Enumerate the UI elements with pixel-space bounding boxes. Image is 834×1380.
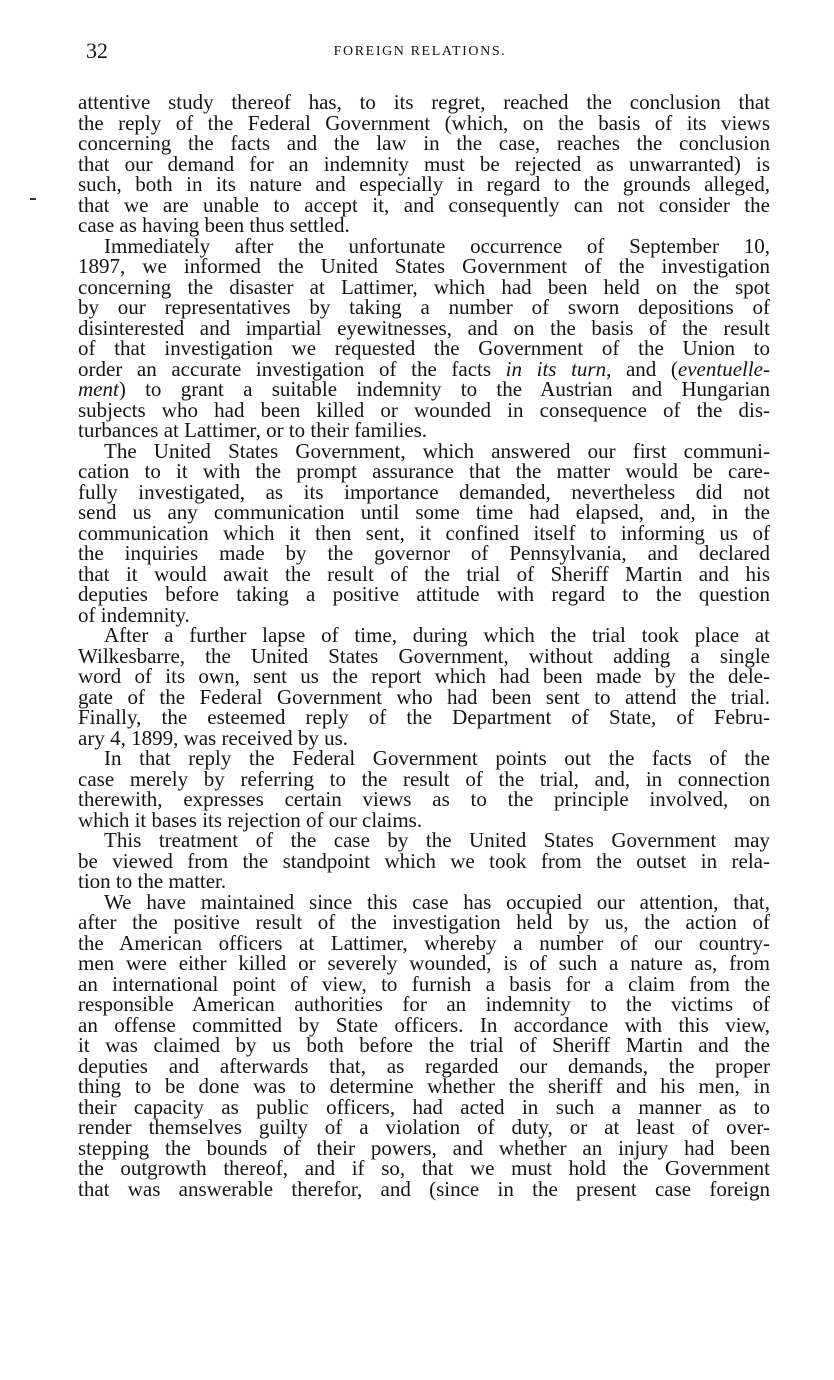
text-line: responsible American authorities for an indemnity to the victims of (78, 992, 770, 1016)
text-line: send us any communication until some time had elapsed, and, in the (78, 500, 770, 524)
text-line: Immediately after the unfortunate occurrence of September 10, (104, 233, 770, 258)
text-line: that it would await the result of the trial of Sheriff Martin and his (78, 561, 770, 586)
text-line: therewith, expresses certain views as to the principle involved, on (78, 787, 770, 811)
text-line: attentive study thereof has, to its regret, reached the conclusion that (78, 90, 770, 114)
text-line: their capacity as public officers, had acted in such a manner as to (78, 1094, 770, 1119)
text-line: ment) to grant a suitable indemnity to the Austrian and Hungarian (78, 377, 770, 401)
text-line: after the positive result of the investigation held by us, the action of (78, 910, 770, 934)
text-line: communication which it then sent, it confined itself to informing us of (78, 520, 770, 545)
text-line: that our demand for an indemnity must be rejected as unwarranted) is (78, 151, 770, 176)
text-line: an offense committed by State officers. In accordance with this view, (78, 1012, 770, 1037)
text-line: case merely by referring to the result of the trial, and, in connection (78, 766, 770, 791)
text-line: The United States Government, which answered our first communi- (104, 438, 770, 463)
text-line: In that reply the Federal Government points out the facts of the (104, 746, 770, 770)
text-line: tion to the matter. (78, 869, 227, 893)
text-line: case as having been thus settled. (78, 213, 350, 237)
text-line: concerning the facts and the law in the case, reaches the conclusion (78, 131, 770, 155)
text-line: thing to be done was to determine whether the sheriff and his men, in (78, 1074, 770, 1098)
text-line: deputies before taking a positive attitude with regard to the question (78, 582, 770, 606)
text-line: We have maintained since this case has occupied our attention, that, (104, 889, 770, 914)
text-line: gate of the Federal Government who had been sent to attend the trial. (78, 684, 770, 709)
text-line: deputies and afterwards that, as regarded our demands, the proper (78, 1053, 770, 1078)
text-line: be viewed from the standpoint which we took from the outset in rela- (78, 848, 770, 873)
text-line: Wilkesbarre, the United States Government, without adding a single (78, 643, 770, 668)
text-line: that was answerable therefor, and (since in the present case foreign (78, 1176, 770, 1201)
text-line: concerning the disaster at Lattimer, which had been held on the spot (78, 274, 770, 299)
text-line: order an accurate investigation of the facts in its turn, and (eventuelle- (78, 356, 770, 381)
text-line: which it bases its rejection of our claims. (78, 807, 423, 832)
text-line: This treatment of the case by the United States Government may (104, 828, 770, 852)
text-line: the reply of the Federal Government (which, on the basis of its views (78, 110, 770, 135)
text-line: fully investigated, as its importance demanded, nevertheless did not (78, 479, 770, 504)
text-line: it was claimed by us both before the trial of Sheriff Martin and the (78, 1033, 770, 1057)
text-line: the inquiries made by the governor of Pennsylvania, and declared (78, 541, 770, 565)
running-head: FOREIGN RELATIONS. (333, 44, 507, 59)
text-line: by our representatives by taking a number of sworn depositions of (78, 295, 770, 319)
text-line: 1897, we informed the United States Government of the investigation (78, 254, 770, 278)
text-line: After a further lapse of time, during which the trial took place at (104, 623, 770, 647)
text-line: an international point of view, to furnish a basis for a claim from the (78, 971, 770, 996)
text-line: disinterested and impartial eyewitnesses, and on the basis of the result (78, 315, 770, 340)
page-number: 32 (86, 38, 108, 63)
text-line: of that investigation we requested the Government of the Union to (78, 336, 770, 360)
text-line: the outgrowth thereof, and if so, that we must hold the Government (78, 1156, 770, 1180)
text-line: word of its own, sent us the report which had been made by the dele- (78, 664, 770, 688)
text-line: render themselves guilty of a violation of duty, or at least of over- (78, 1115, 770, 1139)
text-line: that we are unable to accept it, and consequently can not consider the (78, 192, 770, 217)
body-text (78, 92, 770, 1199)
text-line: such, both in its nature and especially in regard to the grounds alleged, (78, 172, 770, 196)
text-line: of indemnity. (78, 602, 190, 627)
text-line: stepping the bounds of their powers, and whether an injury had been (78, 1135, 770, 1160)
text-line: the American officers at Lattimer, whereby a number of our country- (78, 930, 770, 955)
text-line: Finally, the esteemed reply of the Department of State, of Febru- (78, 705, 770, 729)
text-line: subjects who had been killed or wounded in consequence of the dis- (78, 397, 770, 422)
text-line: men were either killed or severely wounded, is of such a nature as, from (78, 951, 770, 975)
margin-mark (30, 198, 36, 200)
text-line: turbances at Lattimer, or to their families. (78, 418, 428, 442)
text-line: cation to it with the prompt assurance that the matter would be care- (78, 459, 770, 483)
text-line: ary 4, 1899, was received by us. (78, 725, 349, 750)
